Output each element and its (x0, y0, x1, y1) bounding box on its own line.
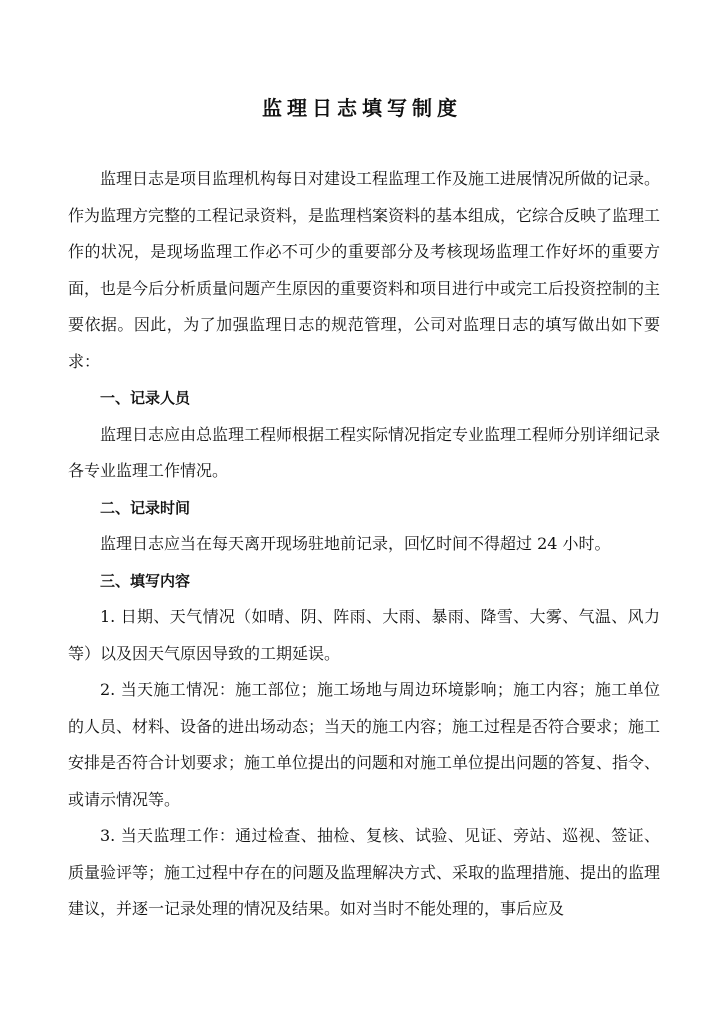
document-body (68, 161, 660, 928)
intro-paragraph: 监理日志是项目监理机构每日对建设工程监理工作及施工进展情况所做的记录。作为监理方完整的工程记录资料，是监理档案资料的基本组成，它综合反映了监理工作的状况，是现场监理工作必不可少的重要部分及考核现场监理工作好坏的重要方面，也是今后分析质量问题产生原因的重要资料和项目进行中或完工后投资控制的主要依据。因此，为了加强监理日志的规范管理，公司对监理日志的填写做出如下要求： (68, 169, 661, 371)
content-item-supervision: 3. 当天监理工作：通过检查、抽检、复核、试验、见证、旁站、巡视、签证、质量验评等；施工过程中存在的问题及监理解决方式、采取的监理措施、提出的监理建议，并逐一记录处理的情况及结果。如对当时不能处理的，事后应及 (68, 826, 661, 918)
section-text-record-time: 监理日志应当在每天离开现场驻地前记录，回忆时间不得超过 24 小时。 (100, 534, 611, 553)
content-item-weather: 1. 日期、天气情况（如晴、阴、阵雨、大雨、暴雨、降雪、大雾、气温、风力等）以及因天气原因导致的工期延误。 (68, 607, 660, 663)
content-item-construction: 2. 当天施工情况：施工部位；施工场地与周边环境影响；施工内容；施工单位的人员、材料、设备的进出场动态；当天的施工内容；施工过程是否符合要求；施工安排是否符合计划要求；施工单位提出的问题和对施工单位提出问题的答复、指令、或请示情况等。 (68, 680, 661, 809)
section-heading-record-time: 二、记录时间 (100, 498, 191, 517)
section-heading-content: 三、填写内容 (100, 571, 191, 590)
section-heading-recorder: 一、记录人员 (100, 389, 191, 407)
document-title: 监理日志填写制度 (262, 96, 462, 120)
section-text-recorder: 监理日志应由总监理工程师根据工程实际情况指定专业监理工程师分别详细记录各专业监理工作情况。 (68, 424, 661, 480)
